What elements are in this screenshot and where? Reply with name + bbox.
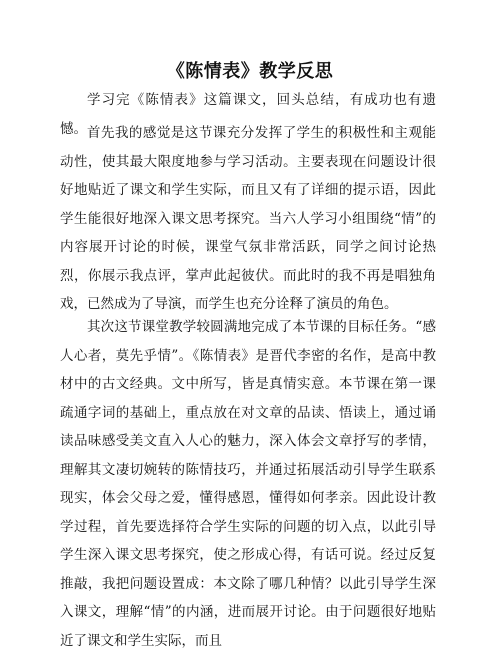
document-title: 《陈情表》教学反思 xyxy=(166,61,334,82)
paragraph-intro: 学习完《陈情表》这篇课文，回头总结，有成功也有遗憾。 xyxy=(60,92,436,137)
paragraph-first-point: 首先我的感觉是这节课充分发挥了学生的积极性和主观能动性，使其最大限度地参与学习活动。主要表现在问题设计很好地贴近了课文和学生实际，而且又有了详细的提示语，因此学生能很好地深入课文思考探究。当六人学习小组围绕“情”的内容展开讨论的时候，课堂气氛非常活跃，同学之间讨论热烈，你展示我点评，掌声此起彼伏。而此时的我不再是唱独角戏，已然成为了导演，而学生也充分诠释了演员的角色。 xyxy=(60,125,436,312)
paragraph-second-point: 其次这节课堂教学较圆满地完成了本节课的目标任务。“感人心者，莫先乎情”。《陈情表》是晋代李密的名作，是高中教材中的古文经典。文中所写，皆是真情实意。本节课在第一课疏通字词的基础上，重点放在对文章的品读、悟读上，通过诵读品味感受美文直入人心的魅力，深入体会文章抒写的孝情，理解其文凄切婉转的陈情技巧，并通过拓展活动引导学生联系现实，体会父母之爱，懂得感恩，懂得如何孝亲。因此设计教学过程，首先要选择符合学生实际的问题的切入点，以此引导学生深入课文思考探究，使之形成心得，有话可说。经过反复推敲，我把问题设置成：本文除了哪几种情？以此引导学生深入课文，理解“情”的内涵，进而展开讨论。由于问题很好地贴近了课文和学生实际，而且 xyxy=(60,319,436,649)
